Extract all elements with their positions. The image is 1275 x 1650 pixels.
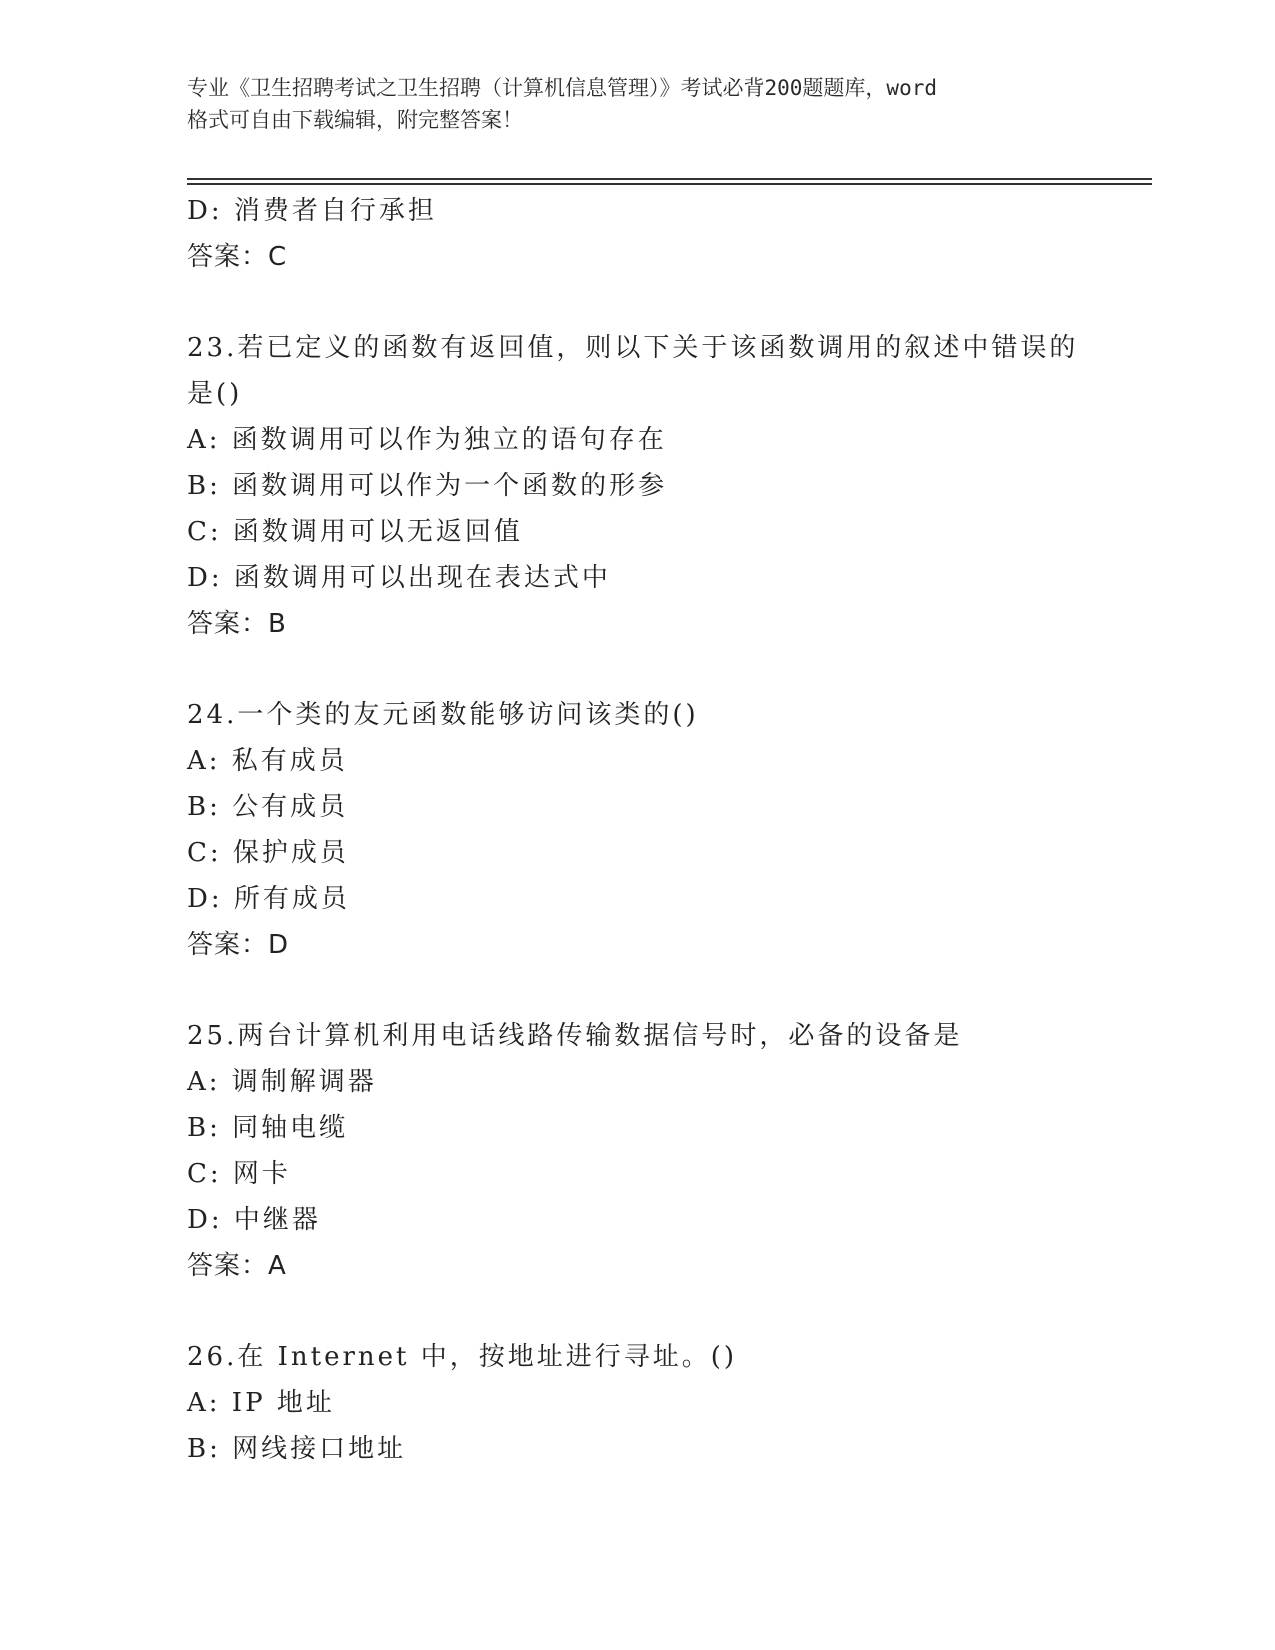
question-list [187,188,1087,1472]
option-b: B: 同轴电缆 [187,1113,349,1143]
answer: 答案：C [187,242,288,272]
question-22-tail [187,188,1087,280]
answer: 答案：B [187,609,287,639]
question-24 [187,692,1087,968]
header-line-2: 格式可自由下载编辑，附完整答案！ [187,108,523,132]
header-divider-top [187,178,1152,180]
answer: 答案：D [187,930,290,960]
question-stem: 24.一个类的友元函数能够访问该类的() [187,700,699,730]
question-stem: 25.两台计算机利用电话线路传输数据信号时，必备的设备是 [187,1021,963,1051]
option-d: D: 所有成员 [187,884,350,914]
question-25 [187,1013,1087,1289]
option-d: D: 消费者自行承担 [187,196,437,226]
question-23 [187,325,1087,647]
answer: 答案：A [187,1251,287,1281]
option-c: C: 网卡 [187,1159,291,1189]
option-b: B: 网线接口地址 [187,1434,407,1464]
question-stem-continued: 是() [187,379,243,409]
option-d: D: 中继器 [187,1205,321,1235]
option-a: A: 私有成员 [187,746,348,776]
option-c: C: 函数调用可以无返回值 [187,517,523,547]
option-c: C: 保护成员 [187,838,349,868]
option-a: A: 调制解调器 [187,1067,377,1097]
header-line-1: 专业《卫生招聘考试之卫生招聘（计算机信息管理）》考试必背200题题库，word [187,76,937,100]
question-stem: 23.若已定义的函数有返回值，则以下关于该函数调用的叙述中错误的 [187,333,1079,363]
option-a: A: 函数调用可以作为独立的语句存在 [187,425,667,455]
option-a: A: IP 地址 [187,1388,335,1418]
document-header [187,72,1087,136]
option-b: B: 公有成员 [187,792,349,822]
option-d: D: 函数调用可以出现在表达式中 [187,563,611,593]
question-stem: 26.在 Internet 中，按地址进行寻址。() [187,1342,738,1372]
header-divider-bottom [187,183,1152,185]
option-b: B: 函数调用可以作为一个函数的形参 [187,471,668,501]
question-26 [187,1334,1087,1472]
